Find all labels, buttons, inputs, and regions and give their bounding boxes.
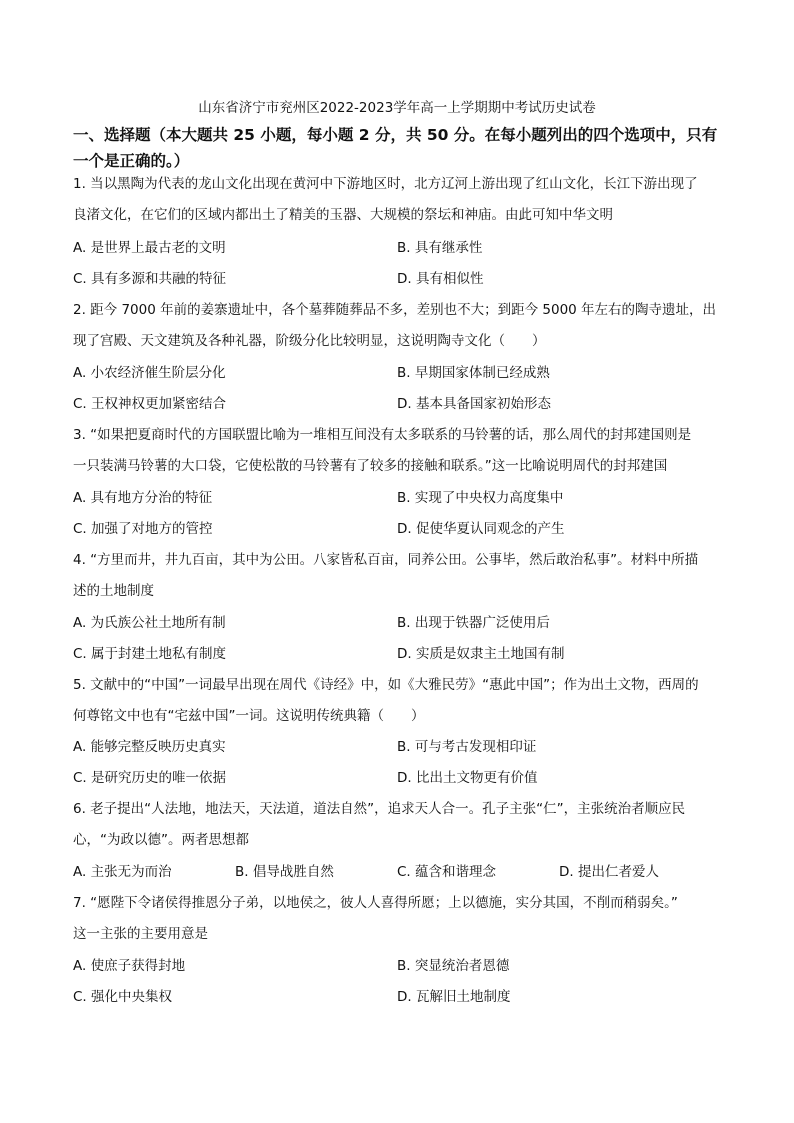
section-heading [73,122,733,174]
question-1-stem [73,169,733,231]
question-5-option-b[interactable]: B. 可与考古发现相印证 [397,739,537,755]
question-5-line-1: 5. 文献中的“中国”一词最早出现在周代《诗经》中，如《大雅民劳》“惠此中国”；作为出土文物，西周的 [73,677,699,693]
question-6-line-2: 心，“为政以德”。两者思想都 [73,832,249,848]
question-6-option-d[interactable]: D. 提出仁者爱人 [559,864,659,880]
question-2-option-b[interactable]: B. 早期国家体制已经成熟 [397,365,550,381]
question-6-line-1: 6. 老子提出“人法地，地法天，天法道，道法自然”，追求天人合一。孔子主张“仁”，主张统治者顺应民 [73,801,686,817]
question-2-stem [73,295,733,357]
question-1-option-a[interactable]: A. 是世界上最古老的文明 [73,240,226,256]
question-7-option-c[interactable]: C. 强化中央集权 [73,989,173,1005]
question-2-line-2: 现了宫殿、天文建筑及各种礼器，阶级分化比较明显，这说明陶寺文化（ ） [73,333,546,349]
question-6-option-b[interactable]: B. 倡导战胜自然 [235,864,334,880]
question-4-option-c[interactable]: C. 属于封建土地私有制度 [73,646,227,662]
question-4-stem [73,545,733,607]
question-3-option-d[interactable]: D. 促使华夏认同观念的产生 [397,521,565,537]
question-1-option-c[interactable]: C. 具有多源和共融的特征 [73,271,227,287]
question-1-line-1: 1. 当以黑陶为代表的龙山文化出现在黄河中下游地区时，北方辽河上游出现了红山文化，长江下游出现了 [73,176,698,192]
question-1-option-d[interactable]: D. 具有相似性 [397,271,484,287]
question-5-option-a[interactable]: A. 能够完整反映历史真实 [73,739,226,755]
question-2-line-1: 2. 距今 7000 年前的姜寨遗址中，各个墓葬随葬品不多，差别也不大；到距今 5000 年左右的陶寺遗址，出 [73,302,717,318]
question-4-line-2: 述的土地制度 [73,583,154,599]
question-3-line-1: 3. “如果把夏商时代的方国联盟比喻为一堆相互间没有太多联系的马铃薯的话，那么周代的封邦建国则是 [73,427,692,443]
question-4-option-a[interactable]: A. 为氏族公社土地所有制 [73,615,226,631]
question-7-option-b[interactable]: B. 突显统治者恩德 [397,958,510,974]
question-3-option-b[interactable]: B. 实现了中央权力高度集中 [397,490,564,506]
question-3-option-c[interactable]: C. 加强了对地方的管控 [73,521,213,537]
section-heading-line-2: 一个是正确的。） [73,152,190,170]
question-4-option-b[interactable]: B. 出现于铁器广泛使用后 [397,615,550,631]
question-2-option-a[interactable]: A. 小农经济催生阶层分化 [73,365,226,381]
question-6-stem [73,794,733,856]
question-5-option-c[interactable]: C. 是研究历史的唯一依据 [73,770,227,786]
question-1-option-b[interactable]: B. 具有继承性 [397,240,483,256]
question-6-option-a[interactable]: A. 主张无为而治 [73,864,172,880]
question-3-line-2: 一只装满马铃薯的大口袋，它使松散的马铃薯有了较多的接触和联系。”这一比喻说明周代的封邦建国 [73,458,668,474]
question-7-option-a[interactable]: A. 使庶子获得封地 [73,958,186,974]
question-5-line-2: 何尊铭文中也有“宅兹中国”一词。这说明传统典籍（ ） [73,708,425,724]
question-5-option-d[interactable]: D. 比出土文物更有价值 [397,770,538,786]
question-5-stem [73,670,733,732]
question-3-option-a[interactable]: A. 具有地方分治的特征 [73,490,213,506]
question-3-stem [73,420,733,482]
exam-title: 山东省济宁市兖州区2022-2023学年高一上学期期中考试历史试卷 [198,100,596,116]
question-4-line-1: 4. “方里而井，井九百亩，其中为公田。八家皆私百亩，同养公田。公事毕，然后敢治私事”。材料中所描 [73,552,699,568]
question-7-line-1: 7. “愿陛下令诸侯得推恩分子弟，以地侯之，彼人人喜得所愿；上以德施，实分其国，不削而稍弱矣。” [73,895,678,911]
question-2-option-d[interactable]: D. 基本具备国家初始形态 [397,396,551,412]
question-6-option-c[interactable]: C. 蕴含和谐理念 [397,864,497,880]
question-7-line-2: 这一主张的主要用意是 [73,926,208,942]
question-2-option-c[interactable]: C. 王权神权更加紧密结合 [73,396,227,412]
section-heading-line-1: 一、选择题（本大题共 25 小题，每小题 2 分，共 50 分。在每小题列出的四个选项中，只有 [73,126,718,144]
question-7-stem [73,888,733,950]
question-1-line-2: 良渚文化，在它们的区域内都出土了精美的玉器、大规模的祭坛和神庙。由此可知中华文明 [73,207,613,223]
question-4-option-d[interactable]: D. 实质是奴隶主土地国有制 [397,646,565,662]
question-7-option-d[interactable]: D. 瓦解旧土地制度 [397,989,511,1005]
